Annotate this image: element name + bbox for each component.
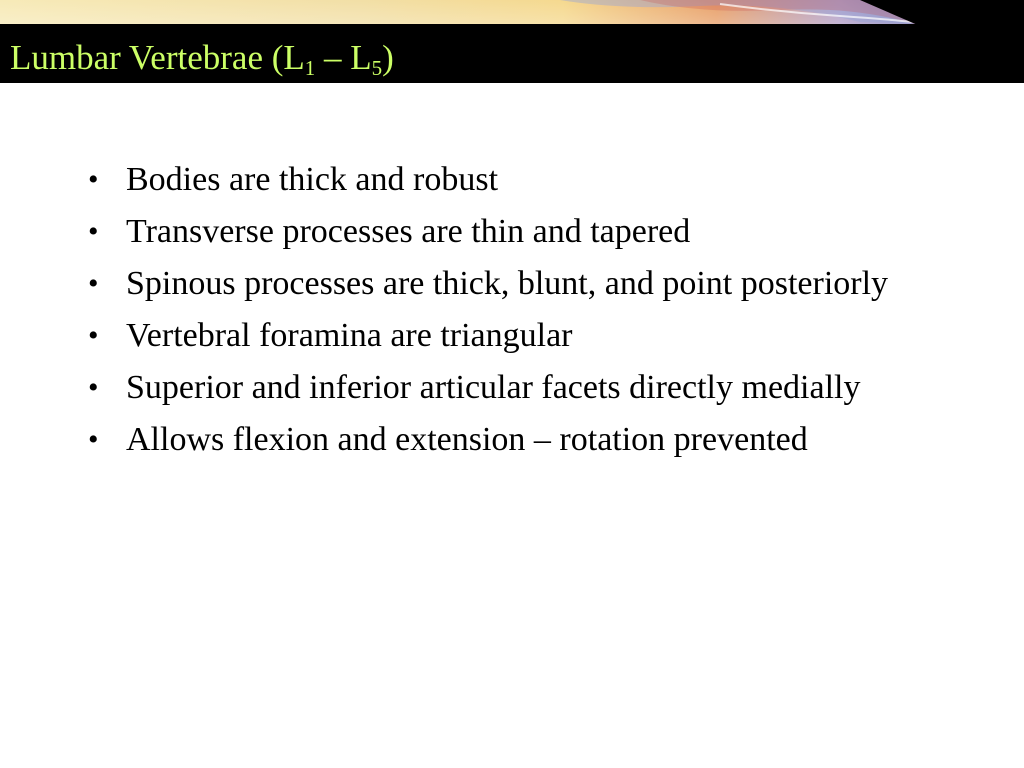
bullet-dot-icon: • [88, 319, 99, 352]
bullet-item [88, 210, 968, 253]
bullet-item [88, 262, 968, 305]
bullet-text: Vertebral foramina are triangular [126, 317, 573, 354]
bullet-dot-icon: • [88, 371, 99, 404]
bullet-text: Spinous processes are thick, blunt, and point posteriorly [126, 265, 889, 302]
bullet-item [88, 366, 968, 409]
bullet-text: Allows flexion and extension – rotation prevented [126, 421, 808, 458]
bullet-list [88, 158, 968, 470]
title-subscript-5: 5 [371, 56, 383, 80]
bullet-text: Transverse processes are thin and tapered [126, 213, 691, 250]
bullet-item [88, 158, 968, 201]
title-subscript-1: 1 [304, 56, 316, 80]
bullet-item [88, 418, 968, 461]
bullet-dot-icon: • [88, 215, 99, 248]
bullet-dot-icon: • [88, 423, 99, 456]
bullet-dot-icon: • [88, 163, 99, 196]
bullet-dot-icon: • [88, 267, 99, 300]
bullet-text: Superior and inferior articular facets directly medially [126, 369, 861, 406]
bullet-item [88, 314, 968, 357]
bullet-text: Bodies are thick and robust [126, 161, 499, 198]
decorative-banner-image [0, 0, 1024, 26]
slide-title: Lumbar Vertebrae $(L_1 - L_5)$ [10, 38, 394, 80]
